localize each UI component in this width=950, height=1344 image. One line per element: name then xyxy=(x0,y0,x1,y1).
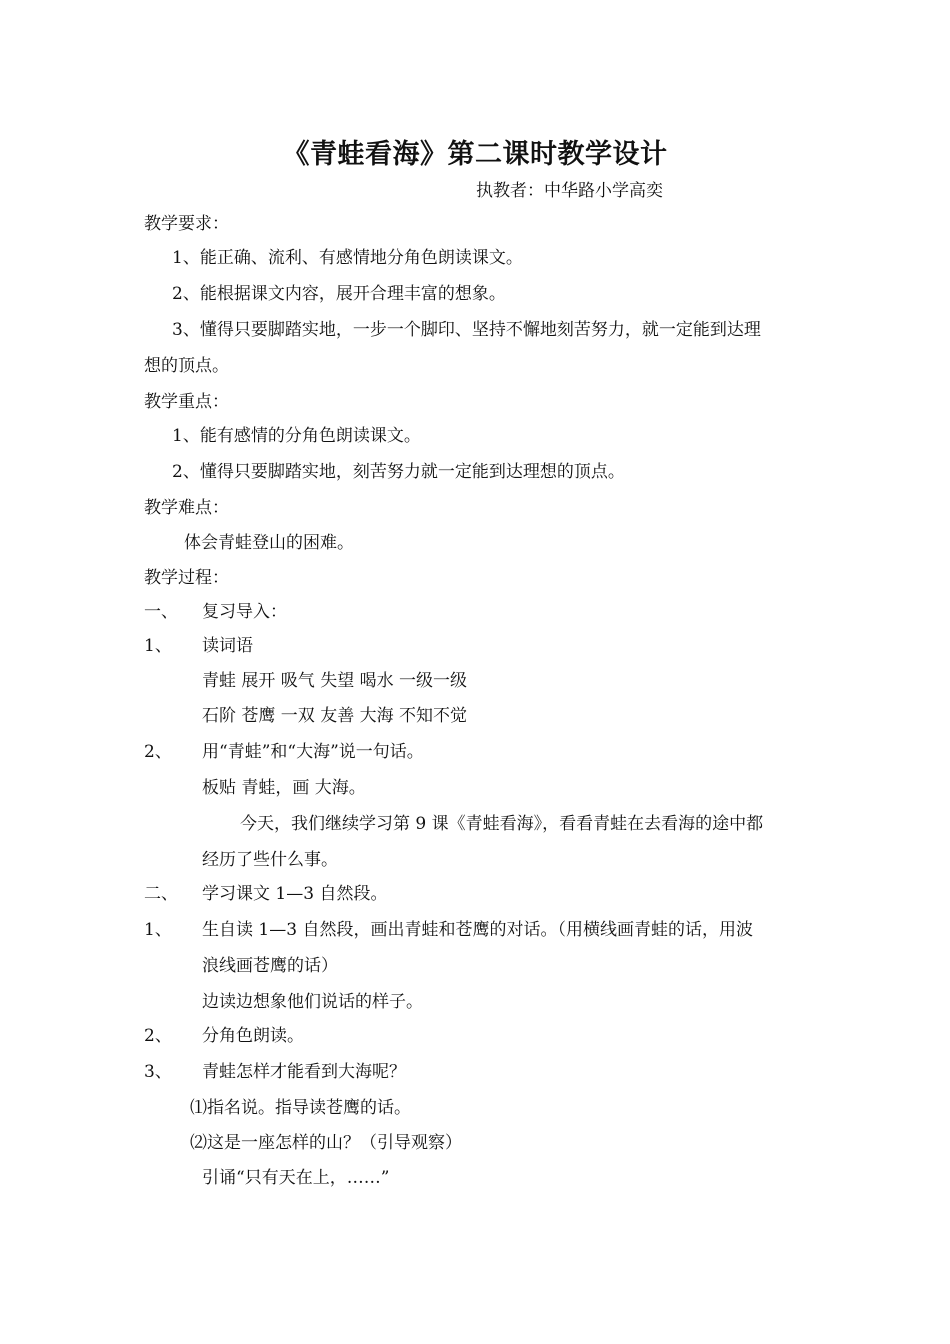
author-line: 执教者：中华路小学高奕 xyxy=(476,181,663,201)
section-1-item-1-text: 读词语 xyxy=(202,636,253,656)
req-item-2: 2、能根据课文内容，展开合理丰富的想象。 xyxy=(172,284,506,304)
diff-heading: 教学难点： xyxy=(144,498,229,518)
word-list-1: 青蛙 展开 吸气 失望 喝水 一级一级 xyxy=(202,671,468,691)
section-1-item-2-number: 2、 xyxy=(144,742,172,762)
section-1-title: 复习导入： xyxy=(202,602,287,622)
intro-paragraph: 今天，我们继续学习第 9 课《青蛙看海》，看看青蛙在去看海的途中都 xyxy=(240,814,764,834)
section-2-item-2-text: 分角色朗读。 xyxy=(202,1026,304,1046)
key-item-2: 2、懂得只要脚踏实地，刻苦努力就一定能到达理想的顶点。 xyxy=(172,462,625,482)
section-2-item-1-text: 生自读 1—3 自然段，画出青蛙和苍鹰的对话。（用横线画青蛙的话，用波 xyxy=(202,920,753,940)
section-2-item-3-text: 青蛙怎样才能看到大海呢？ xyxy=(202,1062,406,1082)
section-2-title: 学习课文 1—3 自然段。 xyxy=(202,884,388,904)
intro-paragraph-cont: 经历了些什么事。 xyxy=(202,850,338,870)
recite-line: 引诵“只有天在上，……” xyxy=(202,1168,390,1188)
req-item-3: 3、懂得只要脚踏实地，一步一个脚印、坚持不懈地刻苦努力，就一定能到达理 xyxy=(172,320,761,340)
key-item-1: 1、能有感情的分角色朗读课文。 xyxy=(172,426,421,446)
diff-item-1: 体会青蛙登山的困难。 xyxy=(184,533,354,553)
word-list-2: 石阶 苍鹰 一双 友善 大海 不知不觉 xyxy=(202,706,468,726)
section-1-number: 一、 xyxy=(144,602,178,622)
section-1-item-1-number: 1、 xyxy=(144,636,172,656)
section-2-item-2-number: 2、 xyxy=(144,1026,172,1046)
req-item-3-cont: 想的顶点。 xyxy=(144,356,229,376)
section-2-number: 二、 xyxy=(144,884,178,904)
key-heading: 教学重点： xyxy=(144,392,229,412)
section-1-item-2-text: 用“青蛙”和“大海”说一句话。 xyxy=(202,742,424,762)
document-title: 《青蛙看海》第二课时教学设计 xyxy=(282,139,668,170)
section-2-item-1-number: 1、 xyxy=(144,920,172,940)
sub-item-1: ⑴指名说。指导读苍鹰的话。 xyxy=(190,1098,411,1118)
section-2-item-3-number: 3、 xyxy=(144,1062,172,1082)
req-heading: 教学要求： xyxy=(144,214,229,234)
req-item-1: 1、能正确、流利、有感情地分角色朗读课文。 xyxy=(172,248,523,268)
proc-heading: 教学过程： xyxy=(144,568,229,588)
board-note: 板贴 青蛙，画 大海。 xyxy=(202,778,366,798)
section-2-item-1-cont: 浪线画苍鹰的话） xyxy=(202,956,338,976)
sub-item-2: ⑵这是一座怎样的山？（引导观察） xyxy=(190,1133,462,1153)
section-2-item-1-note: 边读边想象他们说话的样子。 xyxy=(202,992,423,1012)
